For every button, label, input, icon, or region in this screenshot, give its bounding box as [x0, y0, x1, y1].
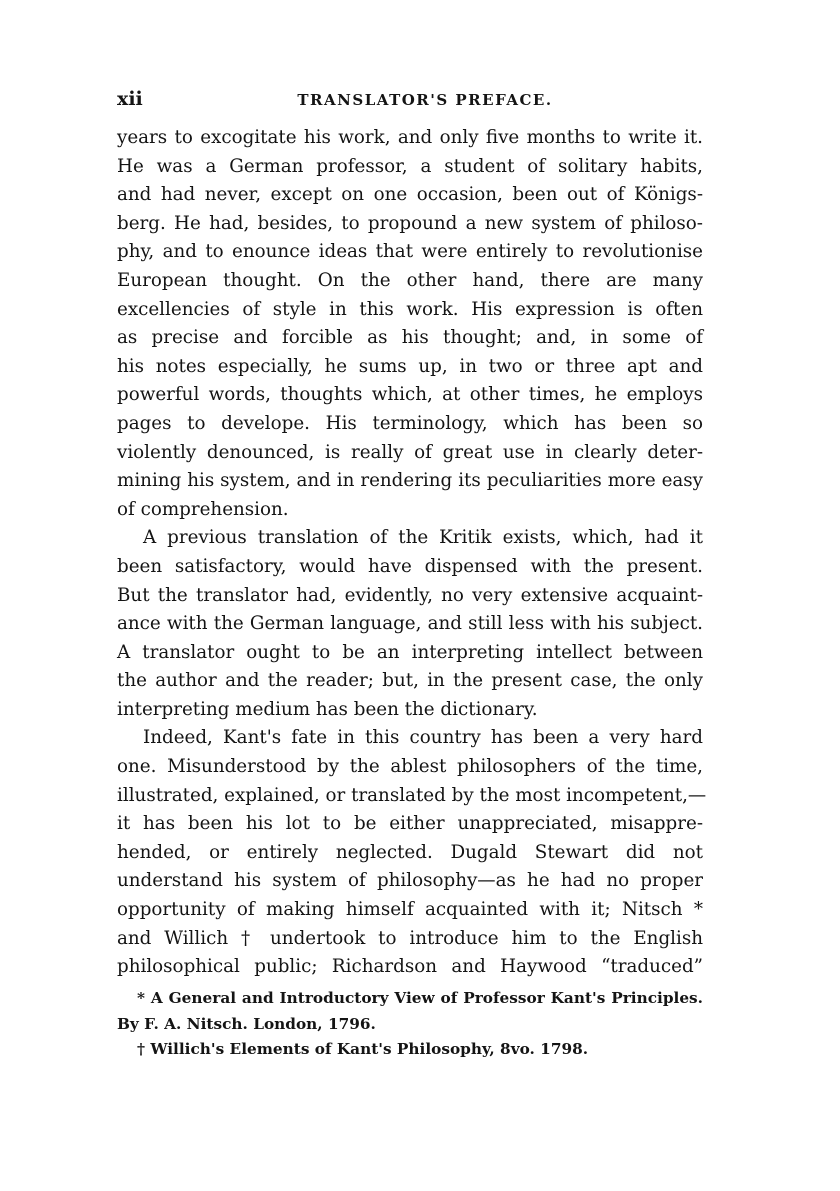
text-line: powerful words, thoughts which, at other times, he employs	[117, 384, 703, 406]
running-title: TRANSLATOR'S PREFACE.	[297, 91, 553, 109]
footnote-line: † Willich's Elements of Kant's Philosophy, 8vo. 1798.	[137, 1040, 589, 1058]
text-line: of comprehension.	[117, 498, 289, 520]
page-header	[117, 84, 703, 114]
text-line: A translator ought to be an interpreting intellect between	[117, 641, 703, 663]
footnote-line: * A General and Introductory View of Professor Kant's Principles.	[137, 989, 703, 1007]
text-line: mining his system, and in rendering its peculiarities more easy	[117, 470, 703, 492]
text-line: years to excogitate his work, and only five months to write it.	[117, 127, 703, 148]
text-line: A previous translation of the Kritik exists, which, had it	[143, 527, 703, 549]
text-line: berg. He had, besides, to propound a new system of philoso-	[117, 212, 703, 234]
text-line: it has been his lot to be either unappreciated, misappre-	[117, 813, 703, 835]
text-line: violently denounced, is really of great use in clearly deter-	[117, 441, 703, 463]
text-line: understand his system of philosophy—as he had no proper	[117, 870, 703, 892]
text-line: and had never, except on one occasion, been out of Königs-	[117, 184, 703, 206]
page-number: xii	[117, 88, 143, 110]
text-line: been satisfactory, would have dispensed with the present.	[117, 555, 703, 577]
text-line: pages to develope. His terminology, which has been so	[117, 412, 703, 434]
text-line: European thought. On the other hand, there are many	[117, 269, 703, 291]
footnote-line: By F. A. Nitsch. London, 1796.	[117, 1014, 376, 1033]
text-line: ance with the German language, and still less with his subject.	[117, 613, 703, 635]
text-line: He was a German professor, a student of solitary habits,	[117, 155, 703, 177]
text-line: and Willich † undertook to introduce him to the English	[117, 927, 703, 949]
text-line: his notes especially, he sums up, in two or three apt and	[117, 355, 703, 377]
text-line: But the translator had, evidently, no very extensive acquaint-	[117, 584, 703, 606]
text-line: illustrated, explained, or translated by the most incompetent,—	[117, 784, 707, 806]
text-line: the author and the reader; but, in the present case, the only	[117, 670, 703, 692]
body-text	[117, 124, 707, 982]
text-line: as precise and forcible as his thought; and, in some of	[117, 327, 703, 349]
text-line: Indeed, Kant's fate in this country has been a very hard	[143, 727, 703, 749]
text-line: one. Misunderstood by the ablest philosophers of the time,	[117, 756, 703, 778]
text-line: excellencies of style in this work. His expression is often	[117, 298, 703, 320]
text-line: philosophical public; Richardson and Haywood “traduced”	[117, 956, 703, 978]
text-line: opportunity of making himself acquainted with it; Nitsch *	[117, 899, 703, 921]
text-line: interpreting medium has been the dictionary.	[117, 698, 538, 720]
text-line: phy, and to enounce ideas that were entirely to revolutionise	[117, 241, 703, 263]
footnotes	[117, 986, 703, 1063]
text-line: hended, or entirely neglected. Dugald Stewart did not	[117, 841, 703, 863]
